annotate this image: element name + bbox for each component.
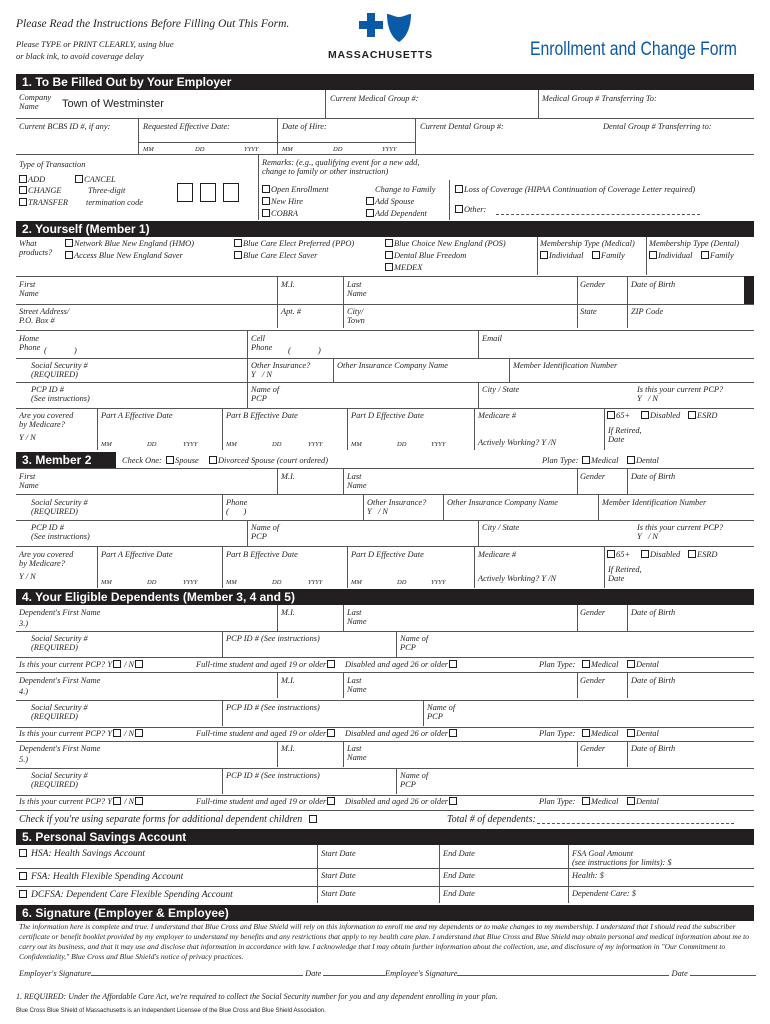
plan-type-label: Plan Type: [539, 729, 576, 738]
disabled-26-label: Disabled and aged 26 or older [345, 729, 449, 738]
company-name-label: Company Name [19, 93, 52, 112]
current-pcp-label: Is this your current PCP? Y / N [637, 523, 724, 542]
dental-freedom-checkbox[interactable]: Dental Blue Freedom [385, 251, 466, 260]
esrd-checkbox[interactable]: ESRD [688, 550, 717, 559]
instructions-line2: or black ink, to avoid coverage delay [16, 51, 144, 61]
ssn-label: Social Security # (REQUIRED) [31, 771, 88, 790]
bce-saver-checkbox[interactable]: Blue Care Elect Saver [234, 251, 317, 260]
esrd-checkbox[interactable]: ESRD [688, 411, 717, 420]
add-spouse-checkbox[interactable]: Add Spouse [366, 197, 414, 206]
covered-medicare-label: Are you covered by Medicare? [19, 550, 74, 569]
medicare-number-label: Medicare # [478, 411, 517, 420]
total-dependents-field[interactable] [537, 823, 734, 824]
dependent-number: 3.) [19, 619, 29, 628]
last-name-label: Last Name [347, 472, 367, 491]
open-enrollment-checkbox[interactable]: Open Enrollment [262, 185, 329, 194]
mm-label: MM [351, 579, 362, 586]
phone-label: Phone ( ) [226, 498, 248, 517]
pcp-id-label: PCP ID # (See instructions) [226, 703, 320, 712]
employer-signature-field[interactable]: Employer's Signature Date [19, 969, 385, 978]
gender-label: Gender [580, 472, 606, 481]
other-insurance-label: Other Insurance? Y / N [251, 361, 311, 380]
form-title: Enrollment and Change Form [530, 39, 737, 60]
dd-label: DD [147, 441, 157, 448]
dd-label: DD [397, 579, 407, 586]
zip-label: ZIP Code [631, 307, 664, 316]
dental-checkbox[interactable]: Dental [627, 797, 659, 806]
health-amount-label: Health: $ [572, 871, 604, 880]
loss-of-coverage-checkbox[interactable]: Loss of Coverage (HIPAA Continuation of Coverage Letter required) [455, 185, 695, 194]
end-date-label: End Date [443, 871, 475, 880]
other-insurance-company-label: Other Insurance Company Name [337, 361, 448, 370]
actively-working-label: Actively Working? Y /N [478, 438, 557, 447]
yyyy-label: YYYY [308, 579, 323, 586]
pcp-id-label: PCP ID # (See instructions) [226, 634, 320, 643]
dd-label: DD [272, 441, 282, 448]
current-dental-label: Current Dental Group #: [420, 122, 504, 131]
dd-label: DD [147, 579, 157, 586]
ssn-label: Social Security # (REQUIRED) [31, 361, 88, 380]
plan-type-label: Plan Type: [539, 660, 576, 669]
dependent-number: 5.) [19, 755, 29, 764]
m2-dental-checkbox[interactable]: Dental [627, 456, 659, 465]
mm-label: MM [351, 441, 362, 448]
mm-label: MM [143, 146, 154, 153]
change-checkbox[interactable]: CHANGE [19, 186, 62, 195]
dd-label: DD [272, 579, 282, 586]
mm-label: MM [226, 441, 237, 448]
membership-dental-label: Membership Type (Dental) [649, 239, 740, 248]
part-a-label: Part A Effective Date [101, 550, 173, 559]
medical-checkbox[interactable]: Medical [582, 729, 618, 738]
mm-label: MM [282, 146, 293, 153]
pcp-id-label: PCP ID # (See instructions) [226, 771, 320, 780]
age-65-checkbox[interactable]: 65+ [607, 411, 630, 420]
date-of-hire-label: Date of Hire: [282, 122, 327, 131]
disabled-checkbox[interactable]: Disabled [641, 411, 680, 420]
city-state-label: City / State [482, 385, 520, 394]
plan-type-label: Plan Type: [539, 797, 576, 806]
disabled-checkbox[interactable]: Disabled [641, 550, 680, 559]
total-dependents-label: Total # of dependents: [447, 814, 536, 825]
end-date-label: End Date [443, 849, 475, 858]
dob-label: Date of Birth [631, 608, 676, 617]
mm-label: MM [101, 579, 112, 586]
plan-type-label: Plan Type: [542, 456, 579, 465]
mm-label: MM [101, 441, 112, 448]
email-label: Email [482, 334, 503, 343]
pcp-name-label: Name of PCP [251, 385, 280, 404]
requested-effective-label: Requested Effective Date: [143, 122, 230, 131]
nbe-hmo-checkbox[interactable]: Network Blue New England (HMO) [65, 239, 194, 248]
part-b-label: Part B Effective Date [226, 411, 298, 420]
state-label: State [580, 307, 597, 316]
member-id-label: Member Identification Number [513, 361, 618, 370]
fsa-checkbox[interactable]: FSA: Health Flexible Spending Account [19, 872, 183, 882]
change-to-family-label: Change to Family [375, 185, 436, 194]
termination-code-box-3[interactable] [223, 183, 239, 202]
gender-label: Gender [580, 608, 606, 617]
city-state-label: City / State [482, 523, 520, 532]
signature-statement: The information here is complete and true. I understand that Blue Cross and Blue Shield will rely on this information to enroll me and my dependents or to make changes to my membership. I understand that I should read the subscriber certificate or benefit booklet provided by my employer to understand my benefits and any restrictions that apply to my health care plan. I understand that Blue Cross and Blue Shield may obtain personal and medical information about me to carry out its business, and that it may use and disclose that information in accordance with law. I acknowledge that I may obtain further information about the collection, use, and disclosure of my information in "Our Commitment to Confidentiality," Blue Cross and Blue Shield's notice of privacy practices. [19, 922, 750, 961]
yyyy-label: YYYY [431, 441, 446, 448]
current-medical-group-label: Current Medical Group #: [330, 94, 419, 103]
medicare-yn-label: Y / N [19, 433, 36, 442]
yyyy-label: YYYY [183, 441, 198, 448]
medical-family-checkbox[interactable]: Family [592, 251, 625, 260]
dd-label: DD [333, 146, 343, 153]
dependent-first-name-label: Dependent's First Name [19, 676, 101, 685]
transaction-type-label: Type of Transaction [19, 160, 86, 169]
first-name-label: First Name [19, 280, 39, 299]
dd-label: DD [195, 146, 205, 153]
divorced-spouse-checkbox[interactable]: Divorced Spouse (court ordered) [209, 456, 328, 465]
current-bcbs-label: Current BCBS ID #, if any: [19, 122, 111, 131]
last-name-label: Last Name [347, 744, 367, 763]
dependent-first-name-label: Dependent's First Name [19, 744, 101, 753]
section-2-header: 2. Yourself (Member 1) [16, 221, 754, 237]
bcbs-logo-icon [355, 11, 415, 45]
section-3-header: 3. Member 2 [16, 452, 116, 468]
apt-label: Apt. # [281, 307, 302, 316]
section-1-header: 1. To Be Filled Out by Your Employer [16, 74, 754, 90]
medicare-yn-label: Y / N [19, 572, 36, 581]
disabled-26-label: Disabled and aged 26 or older [345, 660, 449, 669]
section-5-header: 5. Personal Savings Account [16, 829, 754, 845]
license-footnote: Blue Cross Blue Shield of Massachusetts is an Independent Licensee of the Blue Cross and Blue Shield Association. [16, 1008, 326, 1014]
dcfsa-checkbox[interactable]: DCFSA: Dependent Care Flexible Spending Account [19, 890, 233, 900]
dob-label: Date of Birth [631, 472, 676, 481]
other-insurance-company-label: Other Insurance Company Name [447, 498, 558, 507]
gender-label: Gender [580, 676, 606, 685]
ssn-label: Social Security # (REQUIRED) [31, 703, 88, 722]
end-date-label: End Date [443, 889, 475, 898]
three-digit-label: Three-digit [88, 186, 126, 195]
start-date-label: Start Date [321, 871, 356, 880]
bce-ppo-checkbox[interactable]: Blue Care Elect Preferred (PPO) [234, 239, 354, 248]
remarks-label: Remarks: (e.g., qualifying event for a new add, change to family or other instruction) [262, 158, 420, 177]
blue-choice-pos-checkbox[interactable]: Blue Choice New England (POS) [385, 239, 506, 248]
logo-text: MASSACHUSETTS [328, 49, 433, 61]
mi-label: M.I. [281, 744, 295, 753]
separate-forms-label: Check if you're using separate forms for additional dependent children [19, 814, 303, 825]
last-name-label: Last Name [347, 676, 367, 695]
part-d-label: Part D Effective Date [351, 411, 424, 420]
medical-checkbox[interactable]: Medical [582, 660, 618, 669]
cancel-checkbox[interactable]: CANCEL [75, 175, 116, 184]
mi-label: M.I. [281, 280, 295, 289]
yyyy-label: YYYY [183, 579, 198, 586]
pcp-id-label: PCP ID # (See instructions) [31, 523, 90, 542]
dental-checkbox[interactable]: Dental [627, 660, 659, 669]
home-phone-label: Home Phone [19, 334, 41, 353]
age-65-checkbox[interactable]: 65+ [607, 550, 630, 559]
if-retired-label: If Retired, Date [608, 426, 642, 445]
ssn-label: Social Security # (REQUIRED) [31, 634, 88, 653]
m2-medical-checkbox[interactable]: Medical [582, 456, 618, 465]
yyyy-label: YYYY [382, 146, 397, 153]
check-one-label: Check One: [122, 456, 162, 465]
pcp-name-label: Name of PCP [400, 634, 429, 653]
pcp-id-label: PCP ID # (See instructions) [31, 385, 90, 404]
mm-label: MM [226, 579, 237, 586]
member-id-label: Member Identification Number [602, 498, 707, 507]
yyyy-label: YYYY [308, 441, 323, 448]
first-name-label: First Name [19, 472, 39, 491]
other-insurance-label: Other Insurance? Y / N [367, 498, 427, 517]
current-pcp-label: Is this your current PCP? [19, 729, 106, 738]
part-d-label: Part D Effective Date [351, 550, 424, 559]
other-checkbox[interactable]: Other: [455, 205, 486, 214]
yyyy-label: YYYY [244, 146, 259, 153]
ssn-label: Social Security # (REQUIRED) [31, 498, 88, 517]
membership-medical-label: Membership Type (Medical) [540, 239, 635, 248]
termination-code-box-2[interactable] [200, 183, 216, 202]
add-dependent-checkbox[interactable]: Add Dependent [366, 209, 427, 218]
new-hire-checkbox[interactable]: New Hire [262, 197, 303, 206]
cell-phone-label: Cell Phone [251, 334, 273, 353]
gender-label: Gender [580, 744, 606, 753]
dob-label: Date of Birth [631, 676, 676, 685]
company-name-field[interactable]: Town of Westminster [62, 98, 164, 110]
medical-individual-checkbox[interactable]: Individual [540, 251, 583, 260]
dental-family-checkbox[interactable]: Family [701, 251, 734, 260]
dependent-number: 4.) [19, 687, 29, 696]
dental-checkbox[interactable]: Dental [627, 729, 659, 738]
medical-transferring-label: Medical Group # Transferring To: [542, 94, 657, 103]
last-name-label: Last Name [347, 608, 367, 627]
gender-label: Gender [580, 280, 606, 289]
fulltime-student-label: Full-time student and aged 19 or older [196, 797, 327, 806]
start-date-label: Start Date [321, 849, 356, 858]
hsa-checkbox[interactable]: HSA: Health Savings Account [19, 849, 145, 859]
if-retired-label: If Retired, Date [608, 565, 642, 584]
section-4-header: 4. Your Eligible Dependents (Member 3, 4 and 5) [16, 589, 754, 605]
mi-label: M.I. [281, 676, 295, 685]
dependent-first-name-label: Dependent's First Name [19, 608, 101, 617]
access-blue-checkbox[interactable]: Access Blue New England Saver [65, 251, 183, 260]
mi-label: M.I. [281, 608, 295, 617]
dd-label: DD [397, 441, 407, 448]
yyyy-label: YYYY [431, 579, 446, 586]
required-footnote: 1. REQUIRED: Under the Affordable Care Act, we're required to collect the Social Security number for you and any dependent enrolling in your plan. [16, 992, 498, 1001]
dependent-care-amount-label: Dependent Care: $ [572, 889, 636, 898]
transfer-checkbox[interactable]: TRANSFER [19, 198, 68, 207]
medicare-number-label: Medicare # [478, 550, 517, 559]
city-town-label: City/ Town [347, 307, 365, 326]
fulltime-student-label: Full-time student and aged 19 or older [196, 660, 327, 669]
part-a-label: Part A Effective Date [101, 411, 173, 420]
start-date-label: Start Date [321, 889, 356, 898]
termination-code-label: termination code [86, 198, 143, 207]
actively-working-label: Actively Working? Y /N [478, 574, 557, 583]
mi-label: M.I. [281, 472, 295, 481]
employee-signature-field[interactable]: Employee's Signature Date [385, 969, 756, 978]
dental-individual-checkbox[interactable]: Individual [649, 251, 692, 260]
dental-transferring-label: Dental Group # Transferring to: [603, 122, 712, 131]
fsa-goal-label: FSA Goal Amount (see instructions for limits): $ [572, 849, 672, 868]
disabled-26-label: Disabled and aged 26 or older [345, 797, 449, 806]
section-6-header: 6. Signature (Employer & Employee) [16, 905, 754, 921]
current-pcp-label: Is this your current PCP? Y / N [637, 385, 724, 404]
separate-forms-checkbox[interactable] [309, 815, 317, 823]
instructions-title: Please Read the Instructions Before Filling Out This Form. [16, 18, 290, 30]
medex-checkbox[interactable]: MEDEX [385, 263, 422, 272]
covered-medicare-label: Are you covered by Medicare? [19, 411, 74, 430]
current-pcp-label: Is this your current PCP? [19, 660, 106, 669]
pcp-name-label: Name of PCP [251, 523, 280, 542]
termination-code-box-1[interactable] [177, 183, 193, 202]
add-checkbox[interactable]: ADD [19, 175, 45, 184]
cobra-checkbox[interactable]: COBRA [262, 209, 298, 218]
part-b-label: Part B Effective Date [226, 550, 298, 559]
current-pcp-label: Is this your current PCP? [19, 797, 106, 806]
pcp-name-label: Name of PCP [427, 703, 456, 722]
medical-checkbox[interactable]: Medical [582, 797, 618, 806]
dob-label: Date of Birth [631, 744, 676, 753]
pcp-name-label: Name of PCP [400, 771, 429, 790]
dob-label: Date of Birth [631, 280, 676, 289]
fulltime-student-label: Full-time student and aged 19 or older [196, 729, 327, 738]
spouse-checkbox[interactable]: Spouse [166, 456, 199, 465]
street-label: Street Address/ P.O. Box # [19, 307, 70, 326]
last-name-label: Last Name [347, 280, 367, 299]
what-products-label: What products? [19, 239, 53, 258]
instructions-line1: Please TYPE or PRINT CLEARLY, using blue [16, 39, 174, 49]
